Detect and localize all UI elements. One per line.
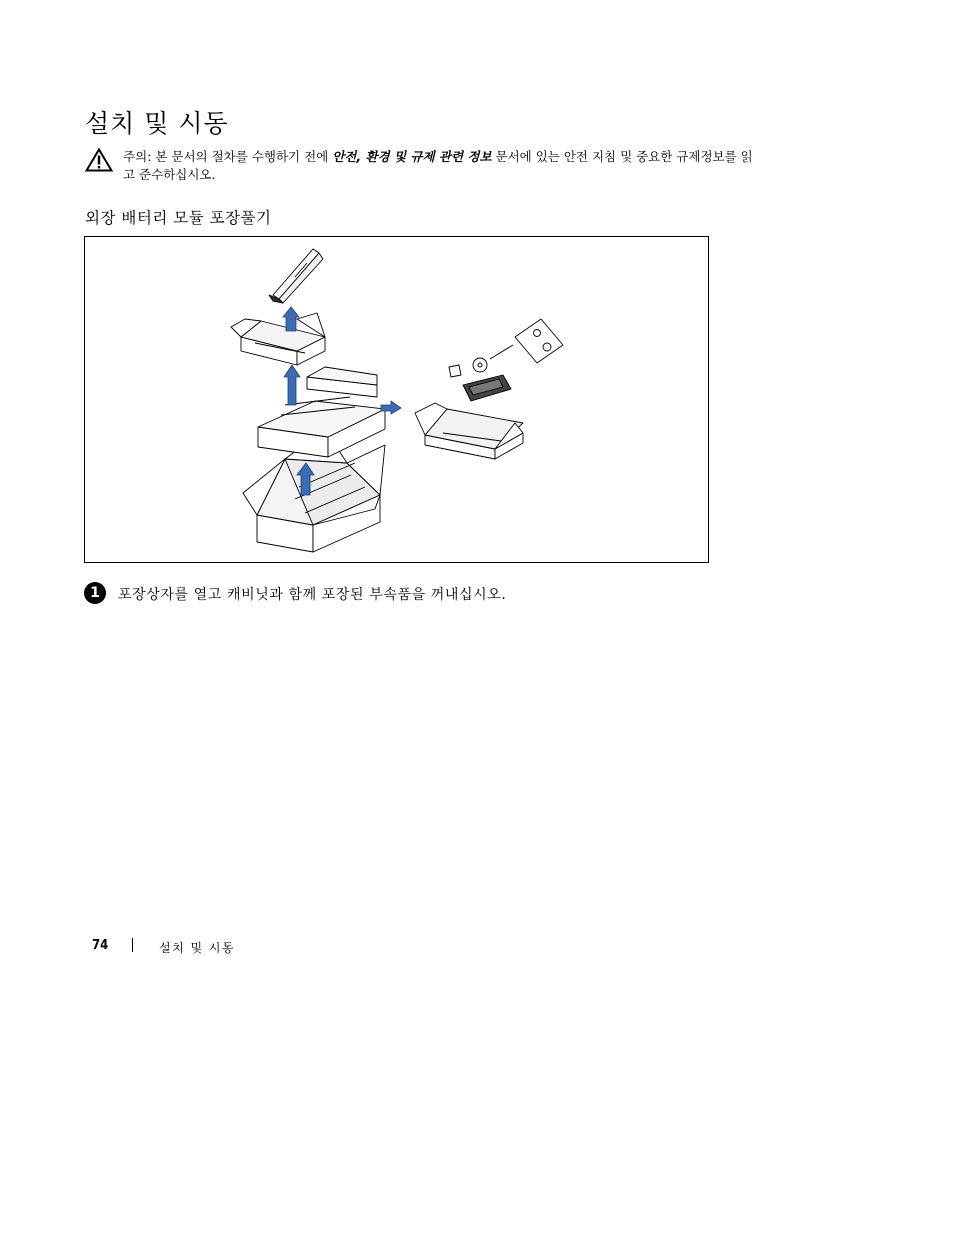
warning-triangle-icon xyxy=(85,148,113,172)
accessory-tray-top xyxy=(231,313,325,365)
caution-text-after: 문서에 있는 안전 지침 및 중요한 규제정보를 읽고 준수하십시오. xyxy=(123,149,753,182)
battery-module xyxy=(269,249,323,303)
foam-tray xyxy=(258,367,385,457)
footer-chapter-title: 설치 및 시동 xyxy=(159,941,236,955)
accessories xyxy=(449,319,563,401)
step-text: 포장상자를 열고 캐비닛과 함께 포장된 부속품을 꺼내십시오. xyxy=(118,587,507,603)
unpacking-diagram xyxy=(85,237,708,562)
caution-label: 주의: xyxy=(123,149,152,164)
caution-text-before: 본 문서의 절차를 수행하기 전에 xyxy=(151,149,333,164)
page-title: 설치 및 시동 xyxy=(85,109,229,138)
step-number-badge: 1 xyxy=(84,582,106,604)
unpacking-illustration xyxy=(84,236,709,563)
step-item xyxy=(84,582,784,606)
page-footer xyxy=(92,938,492,956)
page-number: 74 xyxy=(92,938,109,953)
caution-text xyxy=(123,148,763,184)
section-heading: 외장 배터리 모듈 포장풀기 xyxy=(85,209,272,227)
safety-document-reference: 안전, 환경 및 규제 관련 정보 xyxy=(332,149,492,164)
up-arrow-icon xyxy=(284,365,300,405)
accessory-box-right xyxy=(415,403,523,459)
footer-divider xyxy=(132,938,133,952)
